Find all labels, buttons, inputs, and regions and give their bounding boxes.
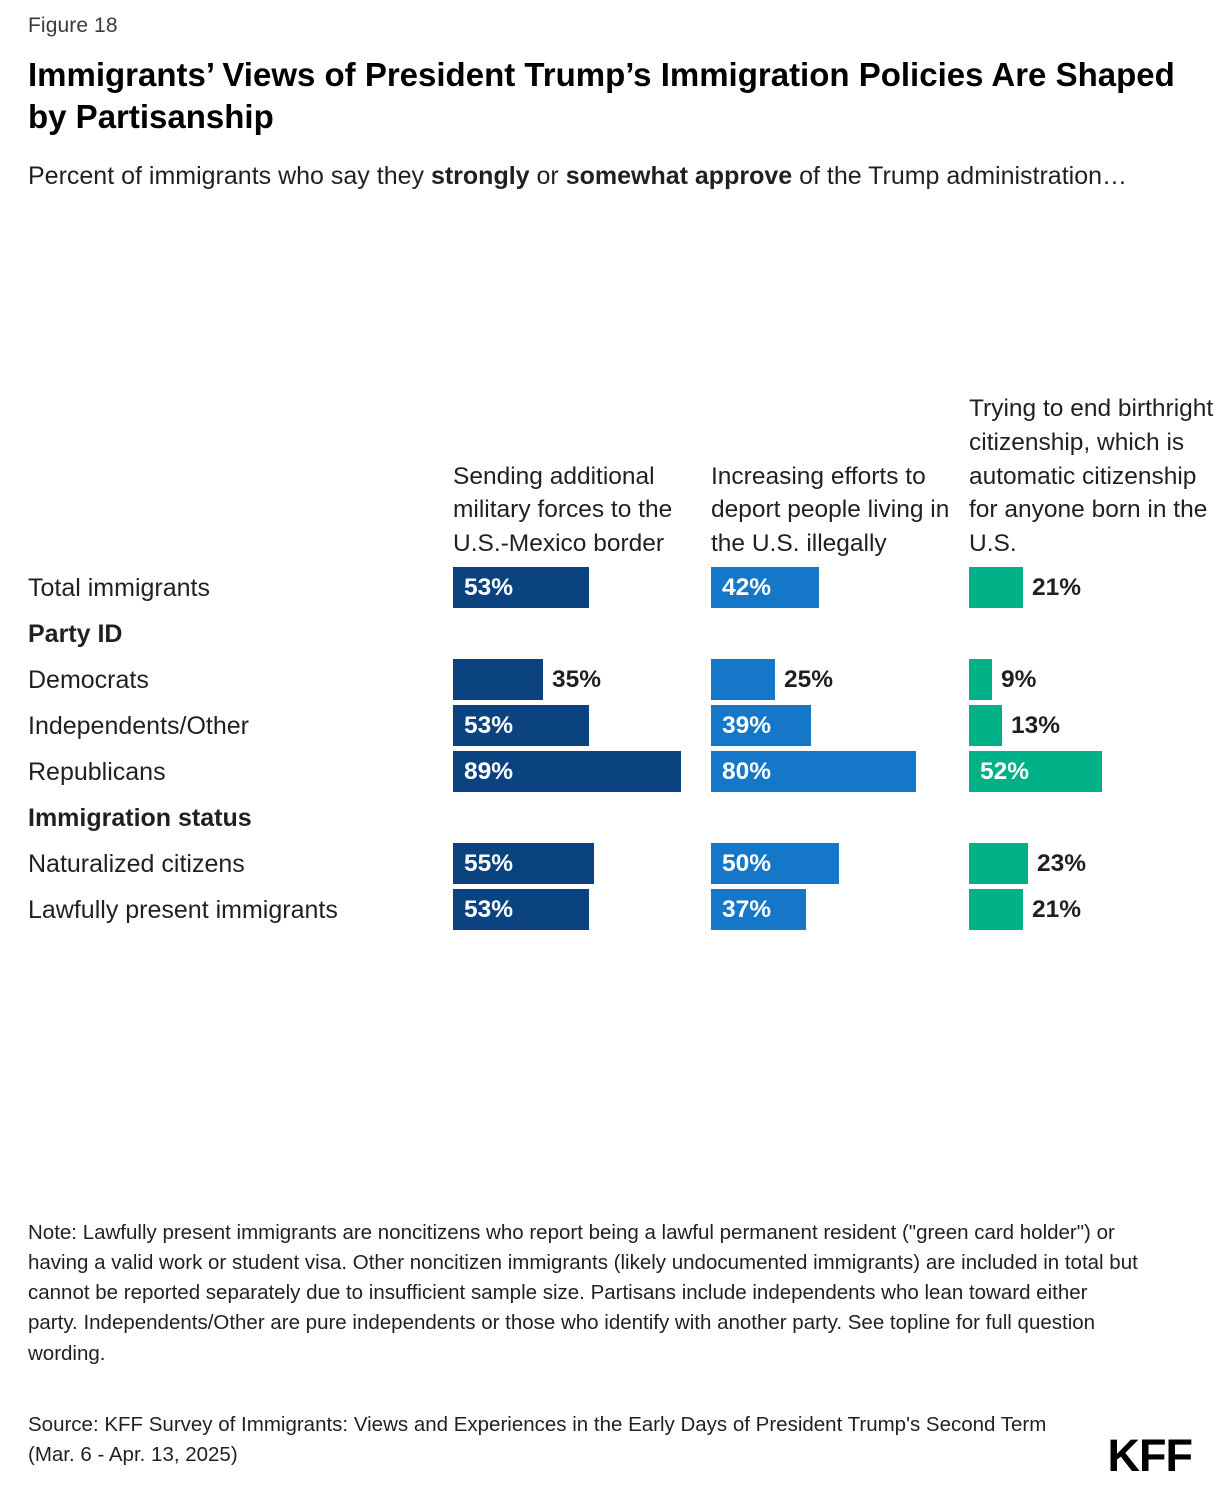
bar-cell [711,887,969,933]
table-row [28,703,1192,749]
chart-subtitle [28,160,1158,194]
bar-cell [969,887,1220,933]
chart-rows [28,565,1192,933]
bar-republicans-birthright [969,751,1102,792]
section-label: Immigration status [28,803,252,832]
bar-cell-empty [453,795,711,841]
bar-total-birthright [969,567,1082,608]
bar-value: 53% [464,711,514,739]
bar-naturalized-birthright [969,843,1087,884]
bar-lawfully-present-birthright [969,889,1082,930]
bar-value: 52% [980,757,1030,785]
table-row [28,749,1192,795]
chart-source: Source: KFF Survey of Immigrants: Views and Experiences in the Early Days of President Trump's Second Term (Mar. 6 - Apr. 13, 2025) [28,1413,1047,1467]
bar-lawfully-present-military [453,889,589,930]
bar-cell [969,841,1220,887]
bar-value: 37% [722,895,772,923]
bar-value: 89% [464,757,514,785]
chart-note: Note: Lawfully present immigrants are noncitizens who report being a lawful permanent resident ("green card holder") or having a valid work or student visa. Other noncitizen immigrants (likely undocumented immigrants) are included in total but cannot be reported separately due to insufficient sample size. Partisans include independents who lean toward either party. Independents/Other are pure independents or those who identify with another party. See topline for full question wording. [28,1221,1138,1365]
bar-cell [711,703,969,749]
section-header-immigration-status [28,795,1192,841]
figure-number: Figure 18 [28,14,118,37]
bar-cell [453,887,711,933]
bar-cell [453,749,711,795]
bar-naturalized-deport [711,843,839,884]
bar-cell [711,657,969,703]
bar-independents-deport [711,705,811,746]
bar-value: 21% [1032,573,1082,601]
bar-republicans-military [453,751,681,792]
row-label-democrats: Democrats [28,665,149,694]
row-label-independents: Independents/Other [28,711,249,740]
bar-cell [969,749,1220,795]
bar-cell [453,565,711,611]
bar-value: 53% [464,895,514,923]
bar-cell [969,565,1220,611]
bar-value: 25% [784,665,834,693]
subtitle-part-2: or [529,162,566,191]
column-header-military: Sending additional military forces to the U.S.-Mexico border [453,462,673,558]
bar-cell-empty [711,795,969,841]
bar-independents-birthright [969,705,1061,746]
bar-value: 80% [722,757,772,785]
subtitle-bold-2: somewhat approve [565,162,793,191]
bar-value: 23% [1037,849,1087,877]
table-row [28,657,1192,703]
bar-total-deport [711,567,819,608]
bar-lawfully-present-deport [711,889,806,930]
bar-cell [453,657,711,703]
bar-cell [711,749,969,795]
bar-value: 13% [1011,711,1061,739]
table-row [28,841,1192,887]
bar-cell [969,703,1220,749]
bar-cell [453,703,711,749]
page-title: Immigrants’ Views of President Trump’s Immigration Policies Are Shaped by Partisanship [28,56,1175,136]
column-headers [28,216,1214,561]
bar-cell-empty [969,611,1220,657]
table-row [28,565,1192,611]
column-header-birthright: Trying to end birthright citizenship, which is automatic citizenship for anyone born in the U.S. [969,394,1214,558]
bar-value: 50% [722,849,772,877]
row-label-total: Total immigrants [28,573,210,602]
bar-value: 9% [1001,665,1037,693]
bar-cell-empty [711,611,969,657]
section-header-party-id [28,611,1192,657]
bar-cell [969,657,1220,703]
table-row [28,887,1192,933]
section-label: Party ID [28,619,123,648]
bar-value: 42% [722,573,772,601]
subtitle-part-1: Percent of immigrants who say they [28,162,431,191]
bar-democrats-deport [711,659,834,700]
row-label-lawfully-present: Lawfully present immigrants [28,895,338,924]
bar-value: 21% [1032,895,1082,923]
subtitle-bold-1: strongly [430,162,530,191]
bar-total-military [453,567,589,608]
bar-value: 39% [722,711,772,739]
bar-democrats-military [453,659,602,700]
bar-chart [28,216,1214,933]
bar-cell [711,841,969,887]
bar-naturalized-military [453,843,594,884]
bar-value: 55% [464,849,514,877]
subtitle-part-3: of the Trump administration… [792,162,1128,191]
bar-cell [453,841,711,887]
bar-cell-empty [969,795,1220,841]
bar-value: 35% [552,665,602,693]
bar-independents-military [453,705,589,746]
bar-republicans-deport [711,751,916,792]
column-header-deport: Increasing efforts to deport people living in the U.S. illegally [711,462,950,558]
row-label-naturalized: Naturalized citizens [28,849,245,878]
bar-cell [711,565,969,611]
bar-cell-empty [453,611,711,657]
kff-logo: KFF [1107,1430,1192,1481]
row-label-republicans: Republicans [28,757,166,786]
bar-democrats-birthright [969,659,1037,700]
bar-value: 53% [464,573,514,601]
